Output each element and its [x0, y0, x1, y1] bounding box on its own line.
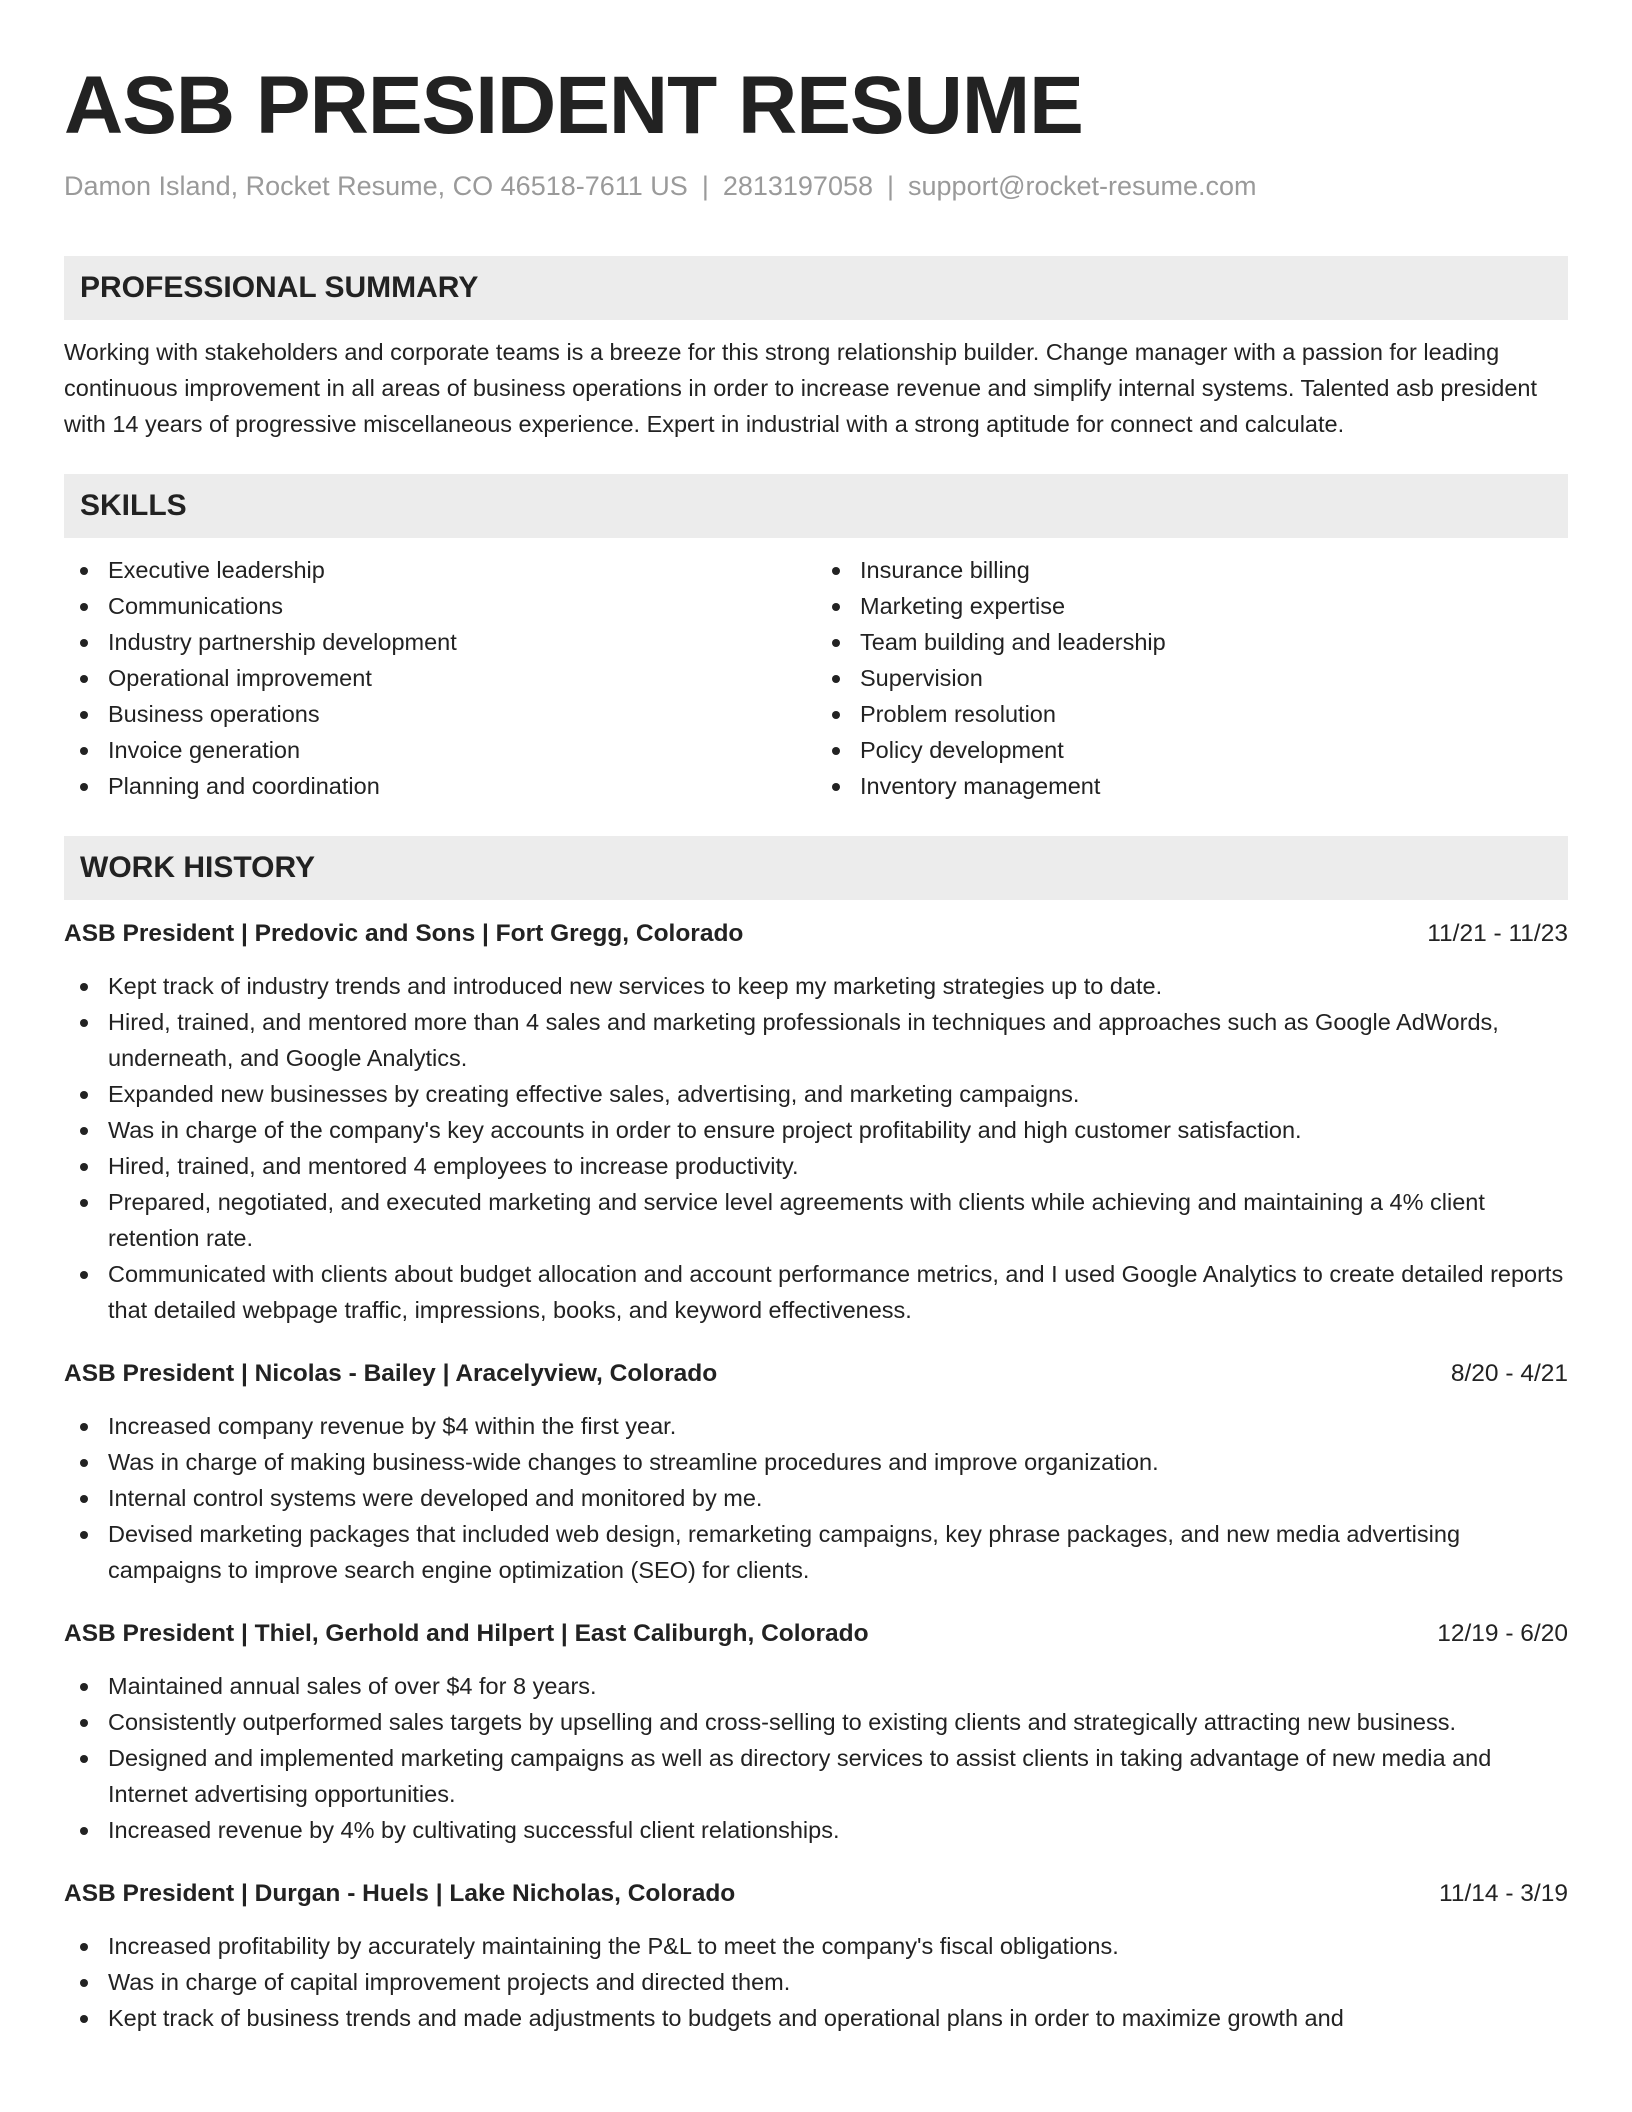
- job-bullet: Was in charge of the company's key accounts in order to ensure project profitability and high customer satisfaction.: [108, 1112, 1568, 1148]
- job-header: [64, 1876, 1568, 1912]
- job-bullets: [64, 1668, 1568, 1848]
- job-entry: [64, 916, 1568, 1328]
- skill-item: Executive leadership: [108, 552, 816, 588]
- skills-section: [64, 474, 1568, 804]
- job-bullet: Increased company revenue by $4 within the first year.: [108, 1408, 1568, 1444]
- contact-email: support@rocket-resume.com: [908, 171, 1257, 201]
- job-bullet: Consistently outperformed sales targets by upselling and cross-selling to existing clients and strategically attracting new business.: [108, 1704, 1568, 1740]
- job-bullet: Communicated with clients about budget allocation and account performance metrics, and I used Google Analytics to create detailed reports that detailed webpage traffic, impressions, books, and keyword effectiveness.: [108, 1256, 1568, 1328]
- skill-item: Industry partnership development: [108, 624, 816, 660]
- job-dates: 11/21 - 11/23: [1427, 920, 1568, 947]
- job-bullet: Maintained annual sales of over $4 for 8 years.: [108, 1668, 1568, 1704]
- job-bullet: Was in charge of making business-wide changes to streamline procedures and improve organization.: [108, 1444, 1568, 1480]
- resume-title: ASB PRESIDENT RESUME: [64, 60, 1083, 151]
- job-dates: 8/20 - 4/21: [1450, 1360, 1568, 1387]
- contact-separator: |: [887, 171, 895, 201]
- job-bullets: [64, 968, 1568, 1328]
- job-title: ASB President | Predovic and Sons | Fort Gregg, Colorado: [64, 920, 744, 947]
- job-entry: [64, 1356, 1568, 1588]
- summary-text: Working with stakeholders and corporate teams is a breeze for this strong relationship builder. Change manager with a passion for leading continuous improvement in all areas of business operations in order to increase revenue and simplify internal systems. Talented asb president with 14 years of progressive miscellaneous experience. Expert in industrial with a strong aptitude for connect and calculate.: [64, 339, 1538, 437]
- job-title: ASB President | Durgan - Huels | Lake Nicholas, Colorado: [64, 1880, 736, 1907]
- job-bullets: [64, 1408, 1568, 1588]
- job-entry: [64, 1616, 1568, 1848]
- job-bullet: Expanded new businesses by creating effective sales, advertising, and marketing campaigns.: [108, 1076, 1568, 1112]
- contact-phone: 2813197058: [722, 171, 873, 201]
- job-bullet: Kept track of business trends and made adjustments to budgets and operational plans in order to maximize growth and: [108, 2000, 1568, 2036]
- skill-item: Inventory management: [860, 768, 1568, 804]
- skills-column-right: [816, 552, 1568, 804]
- job-bullet: Increased profitability by accurately maintaining the P&L to meet the company's fiscal obligations.: [108, 1928, 1568, 1964]
- work-history-section: [64, 836, 1568, 2036]
- job-dates: 11/14 - 3/19: [1439, 1880, 1568, 1907]
- skill-item: Operational improvement: [108, 660, 816, 696]
- contact-address: Damon Island, Rocket Resume, CO 46518-7611 US: [64, 171, 688, 201]
- job-bullet: Was in charge of capital improvement projects and directed them.: [108, 1964, 1568, 2000]
- skill-item: Marketing expertise: [860, 588, 1568, 624]
- skill-item: Business operations: [108, 696, 816, 732]
- job-header: [64, 1616, 1568, 1652]
- job-bullet: Prepared, negotiated, and executed marketing and service level agreements with clients while achieving and maintaining a 4% client retention rate.: [108, 1184, 1568, 1256]
- skill-item: Supervision: [860, 660, 1568, 696]
- skill-item: Team building and leadership: [860, 624, 1568, 660]
- skills-grid: [64, 552, 1568, 804]
- section-heading-summary: PROFESSIONAL SUMMARY: [64, 256, 1568, 320]
- section-heading-work-history: WORK HISTORY: [64, 836, 1568, 900]
- job-bullet: Hired, trained, and mentored 4 employees to increase productivity.: [108, 1148, 1568, 1184]
- job-bullet: Increased revenue by 4% by cultivating successful client relationships.: [108, 1812, 1568, 1848]
- skill-item: Invoice generation: [108, 732, 816, 768]
- professional-summary-section: [64, 256, 1568, 442]
- skills-column-left: [64, 552, 816, 804]
- job-dates: 12/19 - 6/20: [1437, 1620, 1568, 1647]
- skill-item: Communications: [108, 588, 816, 624]
- job-title: ASB President | Thiel, Gerhold and Hilpert | East Caliburgh, Colorado: [64, 1620, 869, 1647]
- job-title: ASB President | Nicolas - Bailey | Aracelyview, Colorado: [64, 1360, 718, 1387]
- job-bullet: Hired, trained, and mentored more than 4 sales and marketing professionals in techniques and approaches such as Google AdWords, underneath, and Google Analytics.: [108, 1004, 1568, 1076]
- section-heading-skills: SKILLS: [64, 474, 1568, 538]
- job-entry: [64, 1876, 1568, 2036]
- skill-item: Planning and coordination: [108, 768, 816, 804]
- skill-item: Insurance billing: [860, 552, 1568, 588]
- contact-line: [64, 168, 1568, 204]
- job-bullet: Devised marketing packages that included web design, remarketing campaigns, key phrase packages, and new media advertising campaigns to improve search engine optimization (SEO) for clients.: [108, 1516, 1568, 1588]
- skill-item: Problem resolution: [860, 696, 1568, 732]
- job-bullet: Designed and implemented marketing campaigns as well as directory services to assist clients in taking advantage of new media and Internet advertising opportunities.: [108, 1740, 1568, 1812]
- job-bullets: [64, 1928, 1568, 2036]
- job-bullet: Kept track of industry trends and introduced new services to keep my marketing strategies up to date.: [108, 968, 1568, 1004]
- contact-separator: |: [701, 171, 709, 201]
- job-header: [64, 916, 1568, 952]
- job-header: [64, 1356, 1568, 1392]
- job-bullet: Internal control systems were developed and monitored by me.: [108, 1480, 1568, 1516]
- skill-item: Policy development: [860, 732, 1568, 768]
